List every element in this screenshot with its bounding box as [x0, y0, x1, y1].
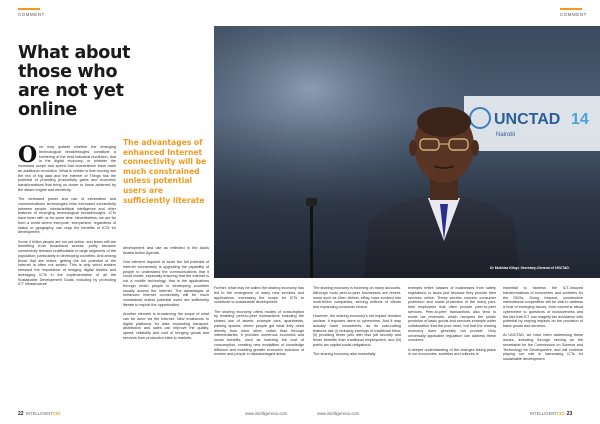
header-rule-right: [560, 8, 582, 10]
paragraph: A deeper understanding of the changes taking place in our economies, societies and cultures is: [408, 347, 496, 357]
paragraph: At UNCTAD, we have been addressing these issues, including through serving as the secretariat for the Commission on Science and Technology for Development, and will continue playing our role in harnessing ICTs for sustainable development.: [503, 333, 583, 361]
paragraph: One element required to seize the full potential of Internet connectivity is upgrading the capability of people to understand the communications that it could create, especially ensuring that the Internet is not a mobile technology, that is the applications through which people in developing countries usually access the Internet. The advantages of enhanced Internet connectivity will be much constrained unless potential users are sufficiently literate to exploit the opportunities.: [123, 260, 209, 307]
article-headline: What about those who are not yet online: [18, 43, 131, 120]
paragraph: exempts entire classes of businesses from safety regulations or taxes just because they provide their services online. These worries concern consumer protection and social protection of the many part-time employees that often provide peer-to-peer services. Peer-to-peer transactions also tend to erode tax revenues, which hampers the public provision of basic goods and services example wider collaboration that the poor need, but that the sharing economy does generally not provide. Only universally applicable regulation can address these concerns.: [408, 286, 496, 343]
article-column-6: [503, 286, 583, 366]
sign-text: UNCTAD: [494, 111, 561, 128]
sign-number: 14: [571, 111, 589, 128]
paragraph: essential to harness the ICT-induced transformations of economies and societies for the SDGs. Going forward, constructive international cooperation will be vital to address a host of emerging issues, from concerns about cybercrime to questions of inclusiveness and the fact that ICT can magnify tax avoidance with potential by varying impacts on the provision of basic goods and services.: [503, 286, 583, 328]
article-column-3: [214, 286, 304, 362]
sign-city: Nairobi: [496, 132, 516, 138]
section-label-left: COMMENT: [18, 12, 45, 17]
page-number-left: 22: [18, 411, 24, 417]
photo-illustration: [214, 26, 600, 278]
paragraph: Further, what may be called the sharing economy has led to the emergence of many new services and applications, increasing the scope for ICTs to contribute to sustainable development.: [214, 286, 304, 305]
paragraph: The sharing economy also essentially: [313, 352, 376, 356]
pull-quote: The advantages of enhanced Internet connectivity will be much constrained unless potential users are sufficiently literate: [123, 138, 207, 205]
article-column-4: [313, 286, 401, 361]
brand-left: INTELLIGENT: [25, 411, 53, 416]
brand-left-suffix: CIO: [52, 411, 61, 416]
footer-url-left[interactable]: www.intelligentcio.com: [245, 411, 288, 416]
paragraph: The increased power and use of information and communications technologies links increased connectivity between people, robots/artificial intelligence and other features of emerging technological breakthroughs. ICTs have been with us for some time. Nevertheless, we are far from a world where everyone, everywhere, regardless of status or geography, can reap the benefits of ICTs for development.: [18, 197, 116, 235]
paragraph: The sharing economy offers modes of consumption by enabling peer-to-peer transactions including the shared use of assets, example cars, apartments, parking spaces, where people get what they need directly from each other, rather than through intermediaries. It provides numerous economic and social benefits, such as lowering the cost of consumption, creating new modalities of knowledge diffusion and enabling greater economic inclusion of women and people in disadvantaged areas.: [214, 309, 304, 357]
article-column-5: [408, 286, 496, 362]
paragraph: However, the sharing economy's net impact remains unclear. It exposes users to cybercrime. And it may actually harm incumbents, as its cost-cutting features risk (i) reducing earnings of traditional firms; (ii) providing fewer jobs with less job security and fewer benefits than traditional employment; and (iii) public tax capital social obligations.: [313, 314, 401, 347]
paragraph: Another element is broadening the scope of what can be done via the Internet. New endeavors to digital platforms for data expanding transport, distribution and sales can improve the quality, speed, reliability and cost of bringing goods and services from production sites to markets.: [123, 312, 209, 340]
paragraph: One may quibble whether the emerging technological breakthroughs constitute a furthering of the third industrial revolution, that is the digital economy, or whether the increased scope and speed that characterize them mark an additional revolution. What is certain is that moving into the era of big data and the Internet of Things has the potential of providing productivity gains and economic transformations that bring us closer to those achieved by the steam engine and electricity.: [18, 142, 116, 192]
hero-photo: [214, 26, 600, 278]
photo-caption: Dr Mukhisa Kituyi, Secretary-General of UNCTAD.: [490, 266, 570, 270]
footer-url-right[interactable]: www.intelligentcio.com: [317, 411, 360, 416]
brand-right-suffix: CIO: [557, 411, 565, 416]
article-column-2: [123, 246, 209, 345]
header-rule-left: [18, 8, 40, 10]
section-label-right: COMMENT: [560, 12, 587, 17]
paragraph: The sharing economy is booming on many accounts. Although most peer-to-peer businesses are recent, some such as Uber, Airbnb, eBay, have evolved into multi-billion companies, serving millions of clients and expanding consumer choice.: [313, 286, 401, 309]
paragraph: development and use as reflected in the Addis Ababa Action Agenda.: [123, 246, 209, 255]
brand-right: INTELLIGENT: [530, 411, 557, 416]
footer-left: [18, 411, 60, 417]
page-number-right: 23: [566, 411, 573, 417]
paragraph: Some 4 billion people are not yet online, and fewer still are benefiting from broadband access, partly because connectivity remains unaffordable to large segments of the population, particularly in developing countries. And among those that are online, getting the full potential of the Internet is often not seized. This is why world leaders stressed the importance of bridging digital divides and leveraging ICTs in the implementation of all the Sustainable Development Goals, including by promoting ICT infrastructure: [18, 239, 116, 287]
footer-right: [530, 411, 572, 417]
article-column-1: [18, 142, 116, 292]
drop-cap: O: [18, 142, 38, 168]
